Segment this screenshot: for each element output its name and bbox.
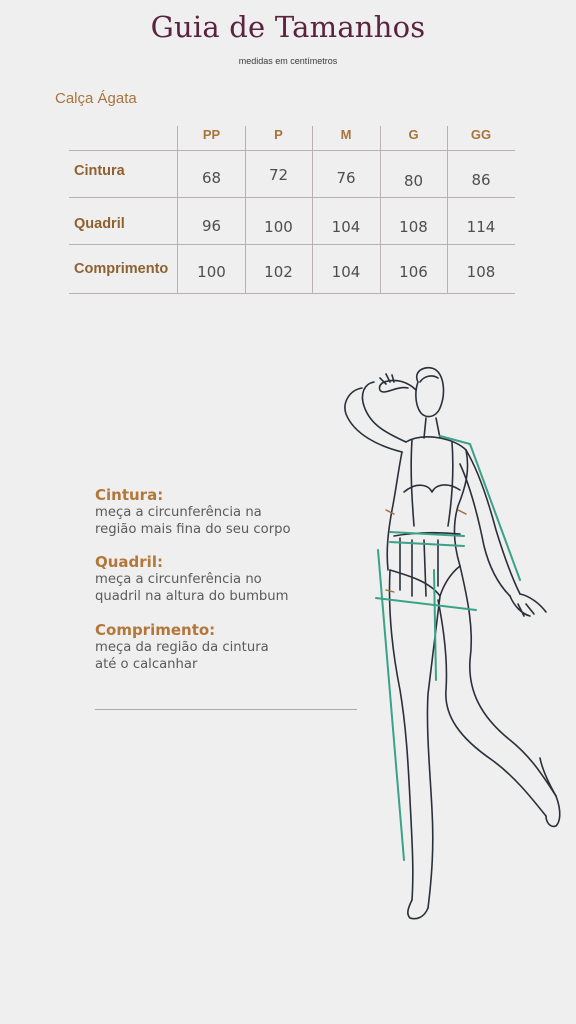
size-header-p: P	[274, 127, 283, 142]
table-cell: 76	[336, 169, 356, 187]
table-cell: 100	[197, 263, 226, 281]
table-divider	[69, 197, 515, 198]
legend-title: Quadril:	[95, 553, 163, 571]
row-label-quadril: Quadril	[74, 216, 125, 232]
table-cell: 104	[331, 218, 361, 236]
table-cell: 86	[471, 171, 491, 189]
table-divider	[177, 126, 178, 294]
table-cell: 102	[264, 263, 293, 281]
table-divider	[69, 244, 515, 245]
size-header-pp: PP	[202, 127, 221, 142]
row-label-comprimento: Comprimento	[74, 261, 169, 277]
table-divider	[245, 126, 246, 294]
table-cell: 108	[399, 218, 428, 236]
table-cell: 114	[466, 218, 496, 236]
legend-text: meça da região da cintura	[95, 640, 269, 655]
table-cell: 104	[331, 263, 361, 281]
table-divider	[312, 126, 313, 294]
legend-title: Comprimento:	[95, 621, 216, 639]
table-cell: 68	[201, 169, 222, 187]
row-label-cintura: Cintura	[74, 163, 125, 179]
size-header-gg: GG	[470, 127, 492, 142]
product-name: Calça Ágata	[55, 90, 137, 107]
legend-comprimento	[95, 621, 269, 673]
table-cell: 106	[399, 263, 428, 281]
table-cell: 96	[201, 217, 222, 235]
table-divider	[380, 126, 381, 294]
divider-line	[95, 709, 357, 710]
size-header-m: M	[340, 127, 352, 142]
table-cell: 80	[403, 172, 424, 190]
legend-text: região mais fina do seu corpo	[95, 522, 291, 537]
legend-text: quadril na altura do bumbum	[95, 589, 289, 604]
legend-text: meça a circunferência no	[95, 572, 262, 587]
fashion-sketch-figure	[320, 360, 576, 930]
size-table	[69, 126, 515, 294]
page-title: Guia de Tamanhos	[150, 10, 426, 44]
legend-title: Cintura:	[95, 486, 164, 504]
table-divider	[69, 293, 515, 294]
legend-quadril	[95, 553, 289, 605]
table-divider	[447, 126, 448, 294]
legend-text: até o calcanhar	[95, 657, 198, 672]
table-divider	[69, 150, 515, 151]
legend-text: meça a circunferência na	[95, 505, 262, 520]
table-cell: 72	[268, 166, 289, 184]
table-cell: 100	[264, 218, 293, 236]
page-subtitle: medidas em centímetros	[238, 56, 338, 66]
legend-cintura	[95, 486, 291, 538]
table-cell: 108	[466, 263, 496, 281]
size-header-g: G	[408, 127, 419, 142]
